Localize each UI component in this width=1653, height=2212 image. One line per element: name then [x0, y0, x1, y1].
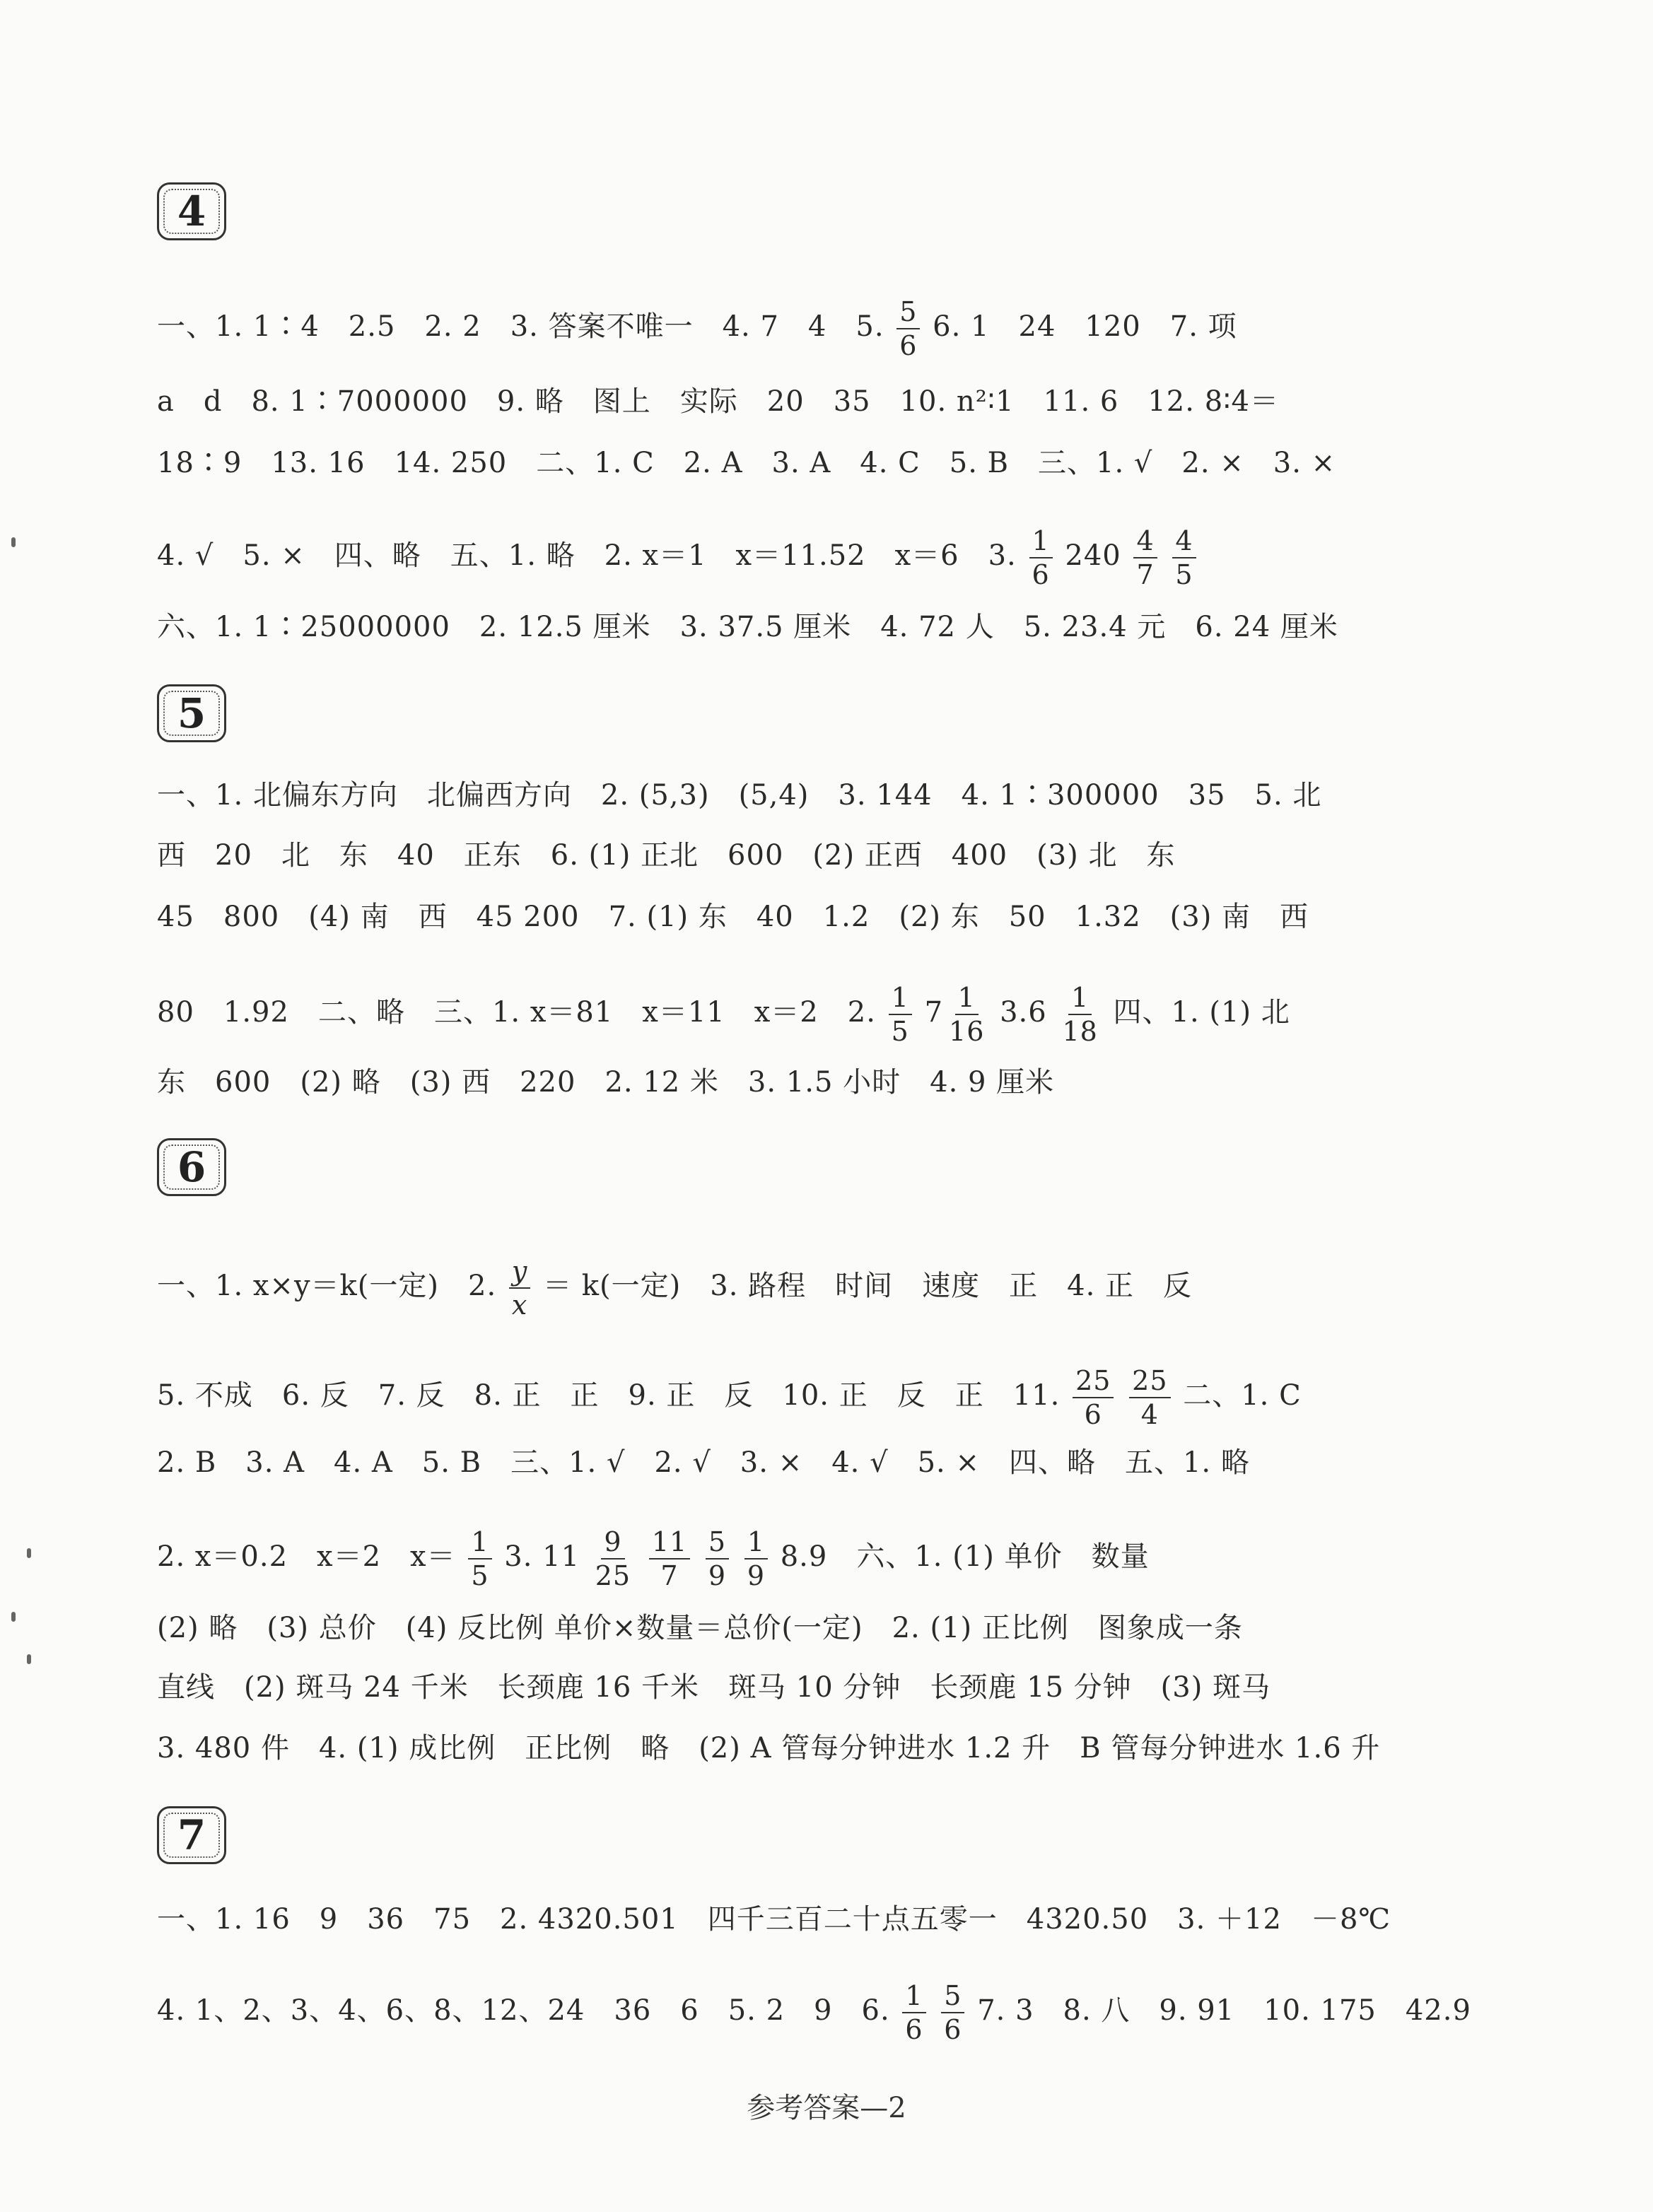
scan-mark — [11, 537, 16, 547]
fraction: $\frac{5}{6}$ — [896, 295, 920, 362]
fraction: $\frac{1}{9}$ — [744, 1526, 768, 1592]
s4-line-2: a d 8. 1∶7000000 9. 略 图上 实际 20 35 10. n²∶1 11. 6 12. 8∶4＝ — [157, 385, 1279, 418]
s6-line-1: 一、1. x×y＝k(一定) 2. $\frac{y}{x}$ ＝ k(一定) 3. 路程 时间 速度 正 4. 正 反 — [157, 1256, 1192, 1321]
fraction: $\frac{4}{5}$ — [1172, 525, 1196, 591]
scan-mark — [11, 1612, 16, 1622]
s6-line-4: 2. x＝0.2 x＝2 x＝ $\frac{1}{5}$ 3. 11 $\frac{9}{25}$ $\frac{11}{7}$ $\frac{5}{9}$ $\frac{1}{9}$ 8.9 六、1. (1) 单价 数量 — [157, 1526, 1150, 1591]
section-5-badge: 5 — [157, 684, 226, 742]
fraction: $\frac{4}{7}$ — [1133, 525, 1157, 591]
s4-line-1: 一、1. 1∶4 2.5 2. 2 3. 答案不唯一 4. 7 4 5. $\frac{5}{6}$ 6. 1 24 120 7. 项 — [157, 296, 1237, 361]
fraction: $\frac{1}{5}$ — [468, 1526, 491, 1592]
s6-line-6: 直线 (2) 斑马 24 千米 长颈鹿 16 千米 斑马 10 分钟 长颈鹿 15 分钟 (3) 斑马 — [157, 1671, 1271, 1704]
fraction: $\frac{1}{18}$ — [1062, 982, 1098, 1047]
s4-line-4: 4. √ 5. × 四、略 五、1. 略 2. x＝1 x＝11.52 x＝6 3. $\frac{1}{6}$ 240 $\frac{4}{7}$ $\frac{4}{5}$ — [157, 525, 1465, 591]
fraction: $\frac{9}{25}$ — [595, 1526, 631, 1591]
fraction: $\frac{25}{4}$ — [1129, 1364, 1170, 1431]
s6-line-7: 3. 480 件 4. (1) 成比例 正比例 略 (2) A 管每分钟进水 1.2 升 B 管每分钟进水 1.6 升 — [157, 1732, 1381, 1765]
s4-line-3: 18∶9 13. 16 14. 250 二、1. C 2. A 3. A 4. C 5. B 三、1. √ 2. × 3. × — [157, 447, 1336, 479]
s5-line-1: 一、1. 北偏东方向 北偏西方向 2. (5,3) (5,4) 3. 144 4. 1∶300000 35 5. 北 — [157, 779, 1322, 812]
fraction: $\frac{y}{x}$ — [509, 1255, 530, 1321]
fraction: $\frac{5}{6}$ — [941, 1979, 964, 2046]
fraction: $\frac{1}{6}$ — [1029, 525, 1053, 591]
section-6-badge: 6 — [157, 1138, 226, 1196]
fraction: $\frac{1}{16}$ — [949, 982, 985, 1047]
scan-mark — [27, 1548, 31, 1558]
fraction: $\frac{1}{5}$ — [889, 981, 912, 1048]
section-4-badge: 4 — [157, 182, 226, 240]
s6-line-3: 2. B 3. A 4. A 5. B 三、1. √ 2. √ 3. × 4. √ 5. × 四、略 五、1. 略 — [157, 1446, 1250, 1479]
fraction: $\frac{5}{9}$ — [706, 1526, 729, 1592]
page-footer: 参考答案—2 — [747, 2092, 906, 2124]
s6-line-5: (2) 略 (3) 总价 (4) 反比例 单价×数量＝总价(一定) 2. (1) 正比例 图象成一条 — [157, 1612, 1243, 1644]
s5-line-2: 西 20 北 东 40 正东 6. (1) 正北 600 (2) 正西 400 (3) 北 东 — [157, 839, 1176, 872]
s6-line-2: 5. 不成 6. 反 7. 反 8. 正 正 9. 正 反 10. 正 反 正 11. $\frac{25}{6}$ $\frac{25}{4}$ 二、1. C — [157, 1365, 1302, 1430]
section-7-badge: 7 — [157, 1806, 226, 1864]
s4-line-5: 六、1. 1∶25000000 2. 12.5 厘米 3. 37.5 厘米 4. 72 人 5. 23.4 元 6. 24 厘米 — [157, 611, 1338, 643]
fraction: $\frac{25}{6}$ — [1073, 1364, 1114, 1431]
s7-line-2: 4. 1、2、3、4、6、8、12、24 36 6 5. 2 9 6. $\frac{1}{6}$ $\frac{5}{6}$ 7. 3 8. 八 9. 91 10. 175 42.9 — [157, 1980, 1471, 2045]
scan-mark — [27, 1654, 31, 1664]
s5-line-4: 80 1.92 二、略 三、1. x＝81 x＝11 x＝2 2. $\frac{1}{5}$ 7 $\frac{1}{16}$ 3.6 $\frac{1}{18}$ 四、1. (1) 北 — [157, 982, 1290, 1047]
fraction: $\frac{1}{6}$ — [902, 1979, 925, 2046]
fraction: $\frac{11}{7}$ — [649, 1526, 690, 1592]
s5-line-5: 东 600 (2) 略 (3) 西 220 2. 12 米 3. 1.5 小时 4. 9 厘米 — [157, 1066, 1055, 1099]
s5-line-3: 45 800 (4) 南 西 45 200 7. (1) 东 40 1.2 (2) 东 50 1.32 (3) 南 西 — [157, 901, 1309, 933]
s7-line-1: 一、1. 16 9 36 75 2. 4320.501 四千三百二十点五零一 4320.50 3. ＋12 －8℃ — [157, 1903, 1391, 1936]
